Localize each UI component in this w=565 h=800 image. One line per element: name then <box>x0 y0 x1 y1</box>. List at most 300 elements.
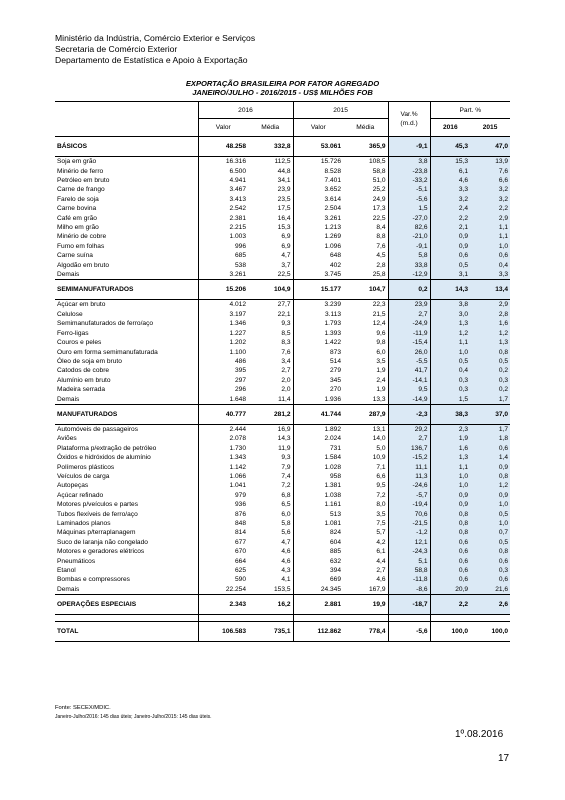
row-label: Carne suína <box>57 252 93 260</box>
spacer-cell <box>430 615 470 622</box>
part-2016: 4,6 <box>430 176 470 185</box>
media-2016: 112,5 <box>274 158 291 166</box>
row-label: Semimanufaturados de ferro/aço <box>57 320 154 328</box>
part-2016: 1,9 <box>430 434 470 443</box>
row-label: Catodos de cobre <box>57 367 110 375</box>
valor-2016: 625 <box>198 566 248 575</box>
part-2016: 2,1 <box>430 223 470 232</box>
var-pct: -8,6 <box>388 585 430 595</box>
part-2015: 6,6 <box>470 176 510 185</box>
row-label: Motores e geradores elétricos <box>57 548 145 556</box>
part-2015: 37,0 <box>470 404 510 424</box>
media-2015: 2,8 <box>376 261 386 269</box>
valor-2016: 3.467 <box>198 185 248 194</box>
valor-2015: 402 <box>293 260 343 269</box>
media-2015: 7,5 <box>376 520 386 528</box>
row-label: TOTAL <box>55 622 198 642</box>
table-row <box>55 223 510 232</box>
valor-2015: 824 <box>293 528 343 537</box>
table-row <box>55 242 510 251</box>
table-row <box>55 538 510 547</box>
media-2015: 9,5 <box>376 482 386 490</box>
part-2016: 0,9 <box>430 491 470 500</box>
media-2016: 11,9 <box>278 444 291 452</box>
row-label: Algodão em bruto <box>57 261 110 269</box>
part-2015: 2,2 <box>470 204 510 213</box>
media-2016: 9,3 <box>281 320 291 328</box>
part-2015: 0,9 <box>470 462 510 471</box>
media-2015: 25,8 <box>372 271 386 279</box>
valor-2015: 1.892 <box>293 424 343 434</box>
valor-2016: 2.343 <box>198 595 248 615</box>
media-2015: 2,4 <box>376 376 386 384</box>
part-2015: 13,4 <box>470 280 510 300</box>
part-2015: 0,2 <box>470 366 510 375</box>
media-2016: 2,0 <box>281 376 291 384</box>
part-2016: 6,1 <box>430 166 470 175</box>
header-part: Part. % <box>430 102 510 119</box>
media-2015: 8,8 <box>376 233 386 241</box>
valor-2016: 2.542 <box>198 204 248 213</box>
header-valor-2015: Valor <box>293 119 343 137</box>
valor-2015: 1.038 <box>293 491 343 500</box>
valor-2015: 1.584 <box>293 453 343 462</box>
valor-2015: 24.345 <box>293 585 343 595</box>
part-2015: 2,9 <box>470 213 510 222</box>
media-2015: 13,1 <box>372 425 386 433</box>
valor-2015: 7.401 <box>293 176 343 185</box>
media-2016: 44,8 <box>277 167 291 175</box>
var-pct: 11,3 <box>388 472 430 481</box>
media-2015: 24,9 <box>372 195 386 203</box>
valor-2016: 395 <box>198 366 248 375</box>
valor-2015: 885 <box>293 547 343 556</box>
valor-2016: 848 <box>198 519 248 528</box>
valor-2015: 1.793 <box>293 319 343 328</box>
table-row <box>55 547 510 556</box>
valor-2016: 297 <box>198 376 248 385</box>
media-2016: 23,5 <box>277 195 291 203</box>
var-pct: -23,8 <box>388 166 430 175</box>
media-2016: 16,4 <box>277 214 291 222</box>
row-label: Carne bovina <box>57 205 97 213</box>
row-label: Máquinas p/terraplanagem <box>57 529 136 537</box>
part-2015: 0,9 <box>470 491 510 500</box>
table-title: EXPORTAÇÃO BRASILEIRA POR FATOR AGREGADO <box>185 79 380 88</box>
table-row <box>55 319 510 328</box>
valor-2016: 40.777 <box>198 404 248 424</box>
group-row <box>55 137 510 157</box>
row-label: Minério de ferro <box>57 167 104 175</box>
row-label: Madeira serrada <box>57 386 106 394</box>
media-2015: 17,3 <box>372 205 386 213</box>
row-label: BÁSICOS <box>55 137 198 157</box>
part-2016: 0,8 <box>430 528 470 537</box>
var-pct: 2,7 <box>388 310 430 319</box>
part-2016: 1,3 <box>430 319 470 328</box>
valor-2016: 876 <box>198 509 248 518</box>
header-secretariat: Secretaria de Comércio Exterior <box>55 44 178 54</box>
var-pct: -5,1 <box>388 185 430 194</box>
table-row <box>55 472 510 481</box>
table-row <box>55 585 510 595</box>
part-2015: 1,2 <box>470 481 510 490</box>
table-row <box>55 394 510 404</box>
table-row <box>55 270 510 280</box>
media-2015: 778,4 <box>343 622 388 642</box>
var-pct: 12,1 <box>388 538 430 547</box>
media-2015: 4,2 <box>376 538 386 546</box>
header-var-sub: (m.d.) <box>400 120 418 127</box>
part-2015: 0,8 <box>470 472 510 481</box>
part-2015: 0,2 <box>470 385 510 394</box>
part-2015: 0,8 <box>470 547 510 556</box>
valor-2015: 669 <box>293 575 343 584</box>
row-label: Tubos flexíveis de ferro/aço <box>57 510 138 518</box>
footnotes <box>55 704 212 722</box>
media-2016: 16,2 <box>248 595 293 615</box>
part-2016: 3,0 <box>430 310 470 319</box>
media-2016: 153,5 <box>274 585 291 593</box>
part-2016: 0,4 <box>430 366 470 375</box>
part-2015: 2,6 <box>470 595 510 615</box>
var-pct: -19,4 <box>388 500 430 509</box>
media-2015: 6,1 <box>376 548 386 556</box>
valor-2015: 1.096 <box>293 242 343 251</box>
part-2016: 2,3 <box>430 424 470 434</box>
table-row <box>55 491 510 500</box>
table-row <box>55 260 510 269</box>
header-row-years <box>55 102 510 119</box>
var-pct: -12,9 <box>388 270 430 280</box>
part-2016: 0,3 <box>430 385 470 394</box>
export-table <box>55 101 510 642</box>
header-media-2015: Média <box>343 119 388 137</box>
part-2015: 2,9 <box>470 300 510 310</box>
part-2016: 15,3 <box>430 157 470 167</box>
valor-2015: 41.744 <box>293 404 343 424</box>
part-2015: 1,3 <box>470 338 510 347</box>
table-row <box>55 566 510 575</box>
valor-2015: 2.881 <box>293 595 343 615</box>
valor-2016: 979 <box>198 491 248 500</box>
part-2016: 0,9 <box>430 242 470 251</box>
part-2015: 1,0 <box>470 242 510 251</box>
part-2016: 45,3 <box>430 137 470 157</box>
part-2015: 0,6 <box>470 556 510 565</box>
media-2015: 19,9 <box>343 595 388 615</box>
valor-2016: 486 <box>198 357 248 366</box>
media-2015: 1,9 <box>376 367 386 375</box>
media-2015: 5,7 <box>376 529 386 537</box>
header-2016: 2016 <box>198 102 293 119</box>
group-row <box>55 404 510 424</box>
valor-2016: 1.730 <box>198 444 248 453</box>
var-pct: 5,8 <box>388 251 430 260</box>
valor-2016: 2.215 <box>198 223 248 232</box>
part-2015: 0,8 <box>470 347 510 356</box>
media-2015: 287,9 <box>343 404 388 424</box>
media-2016: 22,1 <box>277 310 291 318</box>
header-part-2016: 2016 <box>430 119 470 137</box>
group-row-especiais <box>55 595 510 615</box>
media-2015: 365,9 <box>343 137 388 157</box>
spacer-cell <box>248 615 293 622</box>
table-body <box>55 137 510 642</box>
media-2016: 6,5 <box>281 501 291 509</box>
row-label: Açúcar refinado <box>57 491 104 499</box>
valor-2016: 2.444 <box>198 424 248 434</box>
var-pct: 41,7 <box>388 366 430 375</box>
media-2016: 7,9 <box>281 463 291 471</box>
part-2016: 0,6 <box>430 547 470 556</box>
valor-2016: 1.003 <box>198 232 248 241</box>
valor-2016: 1.343 <box>198 453 248 462</box>
spacer-cell <box>470 615 510 622</box>
part-2016: 3,1 <box>430 270 470 280</box>
table-row <box>55 376 510 385</box>
row-label: Café em grão <box>57 214 97 222</box>
part-2016: 0,8 <box>430 509 470 518</box>
part-2015: 0,5 <box>470 538 510 547</box>
var-pct: -27,0 <box>388 213 430 222</box>
var-pct: 2,7 <box>388 434 430 443</box>
media-2016: 7,6 <box>281 348 291 356</box>
var-pct: -21,5 <box>388 519 430 528</box>
part-2016: 0,6 <box>430 251 470 260</box>
media-2015: 167,9 <box>369 585 386 593</box>
table-row <box>55 213 510 222</box>
media-2016: 104,9 <box>248 280 293 300</box>
part-2016: 1,6 <box>430 444 470 453</box>
table-row <box>55 528 510 537</box>
var-pct: -15,2 <box>388 453 430 462</box>
media-2016: 8,5 <box>281 329 291 337</box>
header-var <box>388 102 430 137</box>
var-pct: 136,7 <box>388 444 430 453</box>
row-label: Couros e peles <box>57 339 102 347</box>
table-row <box>55 338 510 347</box>
valor-2016: 3.413 <box>198 195 248 204</box>
table-row <box>55 509 510 518</box>
valor-2016: 4.941 <box>198 176 248 185</box>
media-2016: 15,3 <box>277 224 291 232</box>
part-2016: 2,2 <box>430 213 470 222</box>
part-2015: 100,0 <box>470 622 510 642</box>
valor-2015: 2.024 <box>293 434 343 443</box>
valor-2015: 514 <box>293 357 343 366</box>
media-2016: 22,5 <box>277 271 291 279</box>
part-2015: 0,7 <box>470 528 510 537</box>
media-2015: 21,5 <box>372 310 386 318</box>
var-pct: 58,8 <box>388 566 430 575</box>
row-label: SEMIMANUFATURADOS <box>55 280 198 300</box>
media-2015: 108,5 <box>369 158 386 166</box>
header-var-label: Var.% <box>400 111 418 118</box>
part-2016: 38,3 <box>430 404 470 424</box>
part-2016: 3,2 <box>430 195 470 204</box>
valor-2015: 731 <box>293 444 343 453</box>
table-row <box>55 251 510 260</box>
media-2015: 6,0 <box>376 348 386 356</box>
part-2016: 14,3 <box>430 280 470 300</box>
valor-2015: 1.269 <box>293 232 343 241</box>
valor-2016: 1.346 <box>198 319 248 328</box>
valor-2016: 814 <box>198 528 248 537</box>
header-empty-cell <box>55 102 198 137</box>
media-2015: 8,4 <box>376 224 386 232</box>
part-2015: 2,8 <box>470 310 510 319</box>
media-2016: 4,1 <box>281 576 291 584</box>
media-2016: 332,8 <box>248 137 293 157</box>
row-label: Laminados planos <box>57 520 111 528</box>
row-label: Farelo de soja <box>57 195 99 203</box>
media-2015: 7,1 <box>376 463 386 471</box>
header-part-2015: 2015 <box>470 119 510 137</box>
part-2016: 1,3 <box>430 453 470 462</box>
part-2015: 13,9 <box>470 157 510 167</box>
media-2016: 7,4 <box>281 472 291 480</box>
document-date: 1º.08.2016 <box>455 729 504 740</box>
valor-2015: 345 <box>293 376 343 385</box>
media-2015: 9,6 <box>376 329 386 337</box>
part-2016: 0,9 <box>430 232 470 241</box>
row-label: Motores p/veículos e partes <box>57 501 138 509</box>
part-2015: 3,2 <box>470 185 510 194</box>
var-pct: 23,9 <box>388 300 430 310</box>
media-2016: 3,4 <box>281 357 291 365</box>
part-2016: 1,0 <box>430 472 470 481</box>
valor-2016: 4.012 <box>198 300 248 310</box>
valor-2016: 48.258 <box>198 137 248 157</box>
valor-2015: 8.528 <box>293 166 343 175</box>
var-pct: 3,8 <box>388 157 430 167</box>
part-2015: 1,1 <box>470 232 510 241</box>
part-2015: 1,6 <box>470 319 510 328</box>
valor-2015: 270 <box>293 385 343 394</box>
media-2016: 4,3 <box>281 567 291 575</box>
var-pct: -11,9 <box>388 329 430 338</box>
part-2015: 1,7 <box>470 394 510 404</box>
page-number: 17 <box>498 753 510 764</box>
row-label: Demais <box>57 395 80 403</box>
valor-2015: 1.381 <box>293 481 343 490</box>
row-label: Aviões <box>57 435 77 443</box>
table-row <box>55 385 510 394</box>
var-pct: -33,2 <box>388 176 430 185</box>
row-label: Polímeros plásticos <box>57 463 115 471</box>
spacer-row <box>55 615 510 622</box>
header-department: Departamento de Estatística e Apoio à Exportação <box>55 55 248 65</box>
part-2015: 1,7 <box>470 424 510 434</box>
valor-2015: 3.614 <box>293 195 343 204</box>
var-pct: 70,6 <box>388 509 430 518</box>
table-row <box>55 310 510 319</box>
media-2015: 104,7 <box>343 280 388 300</box>
media-2016: 6,8 <box>281 491 291 499</box>
var-pct: -24,3 <box>388 547 430 556</box>
table-row <box>55 453 510 462</box>
table-row <box>55 232 510 241</box>
media-2016: 16,9 <box>277 425 291 433</box>
row-label: Minério de cobre <box>57 233 107 241</box>
row-label: Alumínio em bruto <box>57 376 111 384</box>
valor-2015: 1.028 <box>293 462 343 471</box>
footnote-source: Fonte: SECEX/MDIC. <box>55 705 111 711</box>
valor-2016: 2.381 <box>198 213 248 222</box>
spacer-cell <box>388 615 430 622</box>
media-2016: 6,9 <box>281 233 291 241</box>
valor-2015: 394 <box>293 566 343 575</box>
part-2016: 2,2 <box>430 595 470 615</box>
media-2016: 5,8 <box>281 520 291 528</box>
table-row <box>55 185 510 194</box>
valor-2016: 1.100 <box>198 347 248 356</box>
var-pct: 33,8 <box>388 260 430 269</box>
var-pct: 26,0 <box>388 347 430 356</box>
media-2015: 10,9 <box>372 454 386 462</box>
media-2016: 7,2 <box>281 482 291 490</box>
group-row <box>55 280 510 300</box>
row-label: Milho em grão <box>57 224 99 232</box>
header-valor-2016: Valor <box>198 119 248 137</box>
part-2015: 1,8 <box>470 434 510 443</box>
footnote-working-days: Janeiro-Julho/2016: 145 dias úteis; Janeiro-Julho/2015: 145 dias úteis. <box>55 714 212 720</box>
var-pct: -9,1 <box>388 242 430 251</box>
var-pct: -24,6 <box>388 481 430 490</box>
valor-2015: 1.213 <box>293 223 343 232</box>
media-2015: 7,2 <box>376 491 386 499</box>
valor-2015: 3.745 <box>293 270 343 280</box>
table-row <box>55 329 510 338</box>
valor-2016: 1.202 <box>198 338 248 347</box>
media-2015: 4,5 <box>376 252 386 260</box>
var-pct: -15,4 <box>388 338 430 347</box>
valor-2015: 604 <box>293 538 343 547</box>
part-2016: 0,3 <box>430 376 470 385</box>
table-row <box>55 195 510 204</box>
part-2016: 0,5 <box>430 260 470 269</box>
part-2015: 21,6 <box>470 585 510 595</box>
var-pct: -11,8 <box>388 575 430 584</box>
media-2015: 13,3 <box>372 395 386 403</box>
row-label: Fumo em folhas <box>57 242 105 250</box>
media-2015: 4,6 <box>376 576 386 584</box>
spacer-cell <box>343 615 388 622</box>
valor-2015: 3.261 <box>293 213 343 222</box>
part-2016: 3,8 <box>430 300 470 310</box>
part-2015: 7,6 <box>470 166 510 175</box>
media-2016: 281,2 <box>248 404 293 424</box>
part-2015: 1,1 <box>470 223 510 232</box>
row-label: Soja em grão <box>57 158 97 166</box>
row-label: Veículos de carga <box>57 472 110 480</box>
part-2016: 0,8 <box>430 519 470 528</box>
part-2015: 0,3 <box>470 566 510 575</box>
table-row <box>55 424 510 434</box>
row-label: Carne de frango <box>57 186 105 194</box>
table-row <box>55 357 510 366</box>
valor-2015: 3.113 <box>293 310 343 319</box>
valor-2016: 996 <box>198 242 248 251</box>
media-2015: 22,5 <box>372 214 386 222</box>
var-pct: -5,7 <box>388 491 430 500</box>
valor-2015: 513 <box>293 509 343 518</box>
valor-2016: 936 <box>198 500 248 509</box>
media-2016: 735,1 <box>248 622 293 642</box>
valor-2016: 1.066 <box>198 472 248 481</box>
media-2016: 11,4 <box>278 395 291 403</box>
